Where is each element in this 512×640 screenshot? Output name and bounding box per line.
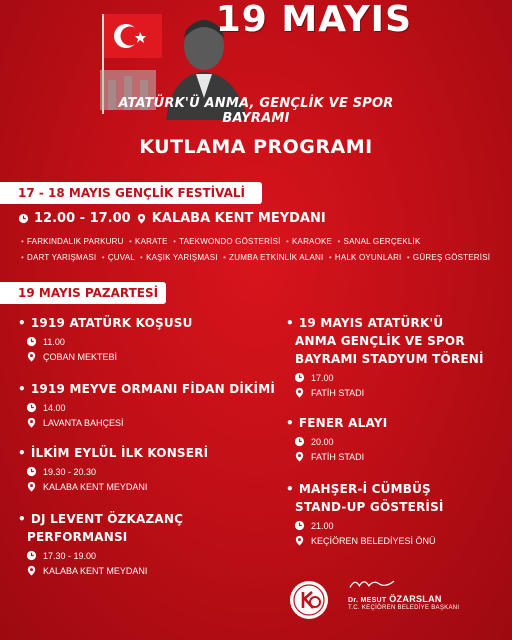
- clock-icon: [26, 336, 37, 347]
- clock-icon: [294, 372, 305, 383]
- location-pin-icon: [136, 213, 147, 224]
- event-title: 19 MAYIS ATATÜRK'Ü: [298, 316, 444, 330]
- clock-icon: [26, 466, 37, 477]
- clock-icon: [294, 520, 305, 531]
- mayor-name-prefix: Dr. MESUT: [348, 597, 387, 604]
- event-title: DJ LEVENT ÖZKAZANÇ: [30, 512, 184, 526]
- location-pin-icon: [26, 565, 37, 576]
- clock-icon: [294, 436, 305, 447]
- festival-time: 12.00 - 17.00: [34, 211, 131, 226]
- activity-item: ÇUVAL: [107, 253, 135, 262]
- activity-item: SANAL GERÇEKLİK: [343, 237, 421, 246]
- event-torch-parade: • FENER ALAYI 20.00 FATİH STADI: [286, 416, 388, 462]
- location-pin-icon: [26, 417, 37, 428]
- clock-icon: [26, 550, 37, 561]
- activity-list: • FARKINDALIK PARKURU • KARATE • TAEKWONDO GÖSTERİSİ • KARAOKE • SANAL GERÇEKLİK • DART YARIŞMASI • ÇUVAL • KAŞIK YARIŞMASI • ZUMBA ETKİNLİK ALANI • HALK OYUNLARI • GÜREŞ GÖSTERİSİ: [21, 237, 491, 262]
- location-pin-icon: [294, 387, 305, 398]
- event-title: İLKİM EYLÜL İLK KONSERİ: [30, 446, 209, 460]
- event-title: 1919 MEYVE ORMANI FİDAN DİKİMİ: [30, 382, 276, 396]
- program-heading: KUTLAMA PROGRAMI: [139, 136, 373, 158]
- event-ataturk-run: • 1919 ATATÜRK KOŞUSU 11.00 ÇOBAN MEKTEBİ: [18, 316, 193, 362]
- event-standup: • MAHŞER-İ CÜMBÜŞ STAND-UP GÖSTERİSİ 21.00 KEÇİÖREN BELEDİYESİ ÖNÜ: [286, 482, 444, 546]
- municipality-logo: [288, 578, 330, 624]
- event-place: KEÇİÖREN BELEDİYESİ ÖNÜ: [311, 535, 436, 546]
- event-fruit-forest: • 1919 MEYVE ORMANI FİDAN DİKİMİ 14.00 LAVANTA BAHÇESİ: [18, 382, 276, 428]
- event-place: FATİH STADI: [311, 387, 365, 398]
- event-place: LAVANTA BAHÇESİ: [43, 417, 124, 428]
- activity-item: HALK OYUNLARI: [334, 253, 402, 262]
- activity-item: DART YARIŞMASI: [27, 253, 97, 262]
- event-place: KALABA KENT MEYDANI: [43, 481, 148, 492]
- signature-mark-icon: [348, 578, 396, 589]
- mayor-role: T.C. KEÇİÖREN BELEDİYE BAŞKANI: [348, 605, 460, 611]
- location-pin-icon: [294, 451, 305, 462]
- mayor-name: ÖZARSLAN: [389, 594, 442, 604]
- event-time: 20.00: [311, 436, 334, 447]
- event-title-cont: ANMA GENÇLİK VE SPOR: [295, 334, 465, 348]
- event-dj: • DJ LEVENT ÖZKAZANÇ PERFORMANSI 17.30 - 19.00 KALABA KENT MEYDANI: [18, 512, 184, 576]
- event-time: 19.30 - 20.30: [43, 466, 97, 477]
- event-title: 1919 ATATÜRK KOŞUSU: [30, 316, 193, 330]
- festival-time-place: [18, 211, 326, 226]
- event-time: 17.30 - 19.00: [43, 550, 97, 561]
- mayor-signature: [348, 576, 498, 611]
- event-place: ÇOBAN MEKTEBİ: [43, 351, 118, 362]
- page-title: 19 MAYIS: [215, 0, 412, 40]
- event-time: 17.00: [311, 372, 334, 383]
- event-title-cont: PERFORMANSI: [27, 530, 128, 544]
- event-time: 21.00: [311, 520, 334, 531]
- location-pin-icon: [26, 481, 37, 492]
- event-concert: • İLKİM EYLÜL İLK KONSERİ 19.30 - 20.30 KALABA KENT MEYDANI: [18, 446, 209, 492]
- event-title: MAHŞER-İ CÜMBÜŞ: [298, 482, 431, 496]
- activity-item: ZUMBA ETKİNLİK ALANI: [229, 253, 324, 262]
- page-subtitle: ATATÜRK'Ü ANMA, GENÇLİK VE SPOR BAYRAMI: [118, 96, 394, 126]
- clock-icon: [26, 402, 37, 413]
- event-title-cont: BAYRAMI STADYUM TÖRENİ: [295, 352, 484, 366]
- activity-item: KAŞIK YARIŞMASI: [146, 253, 218, 262]
- activity-item: KARAOKE: [292, 237, 333, 246]
- event-time: 14.00: [43, 402, 66, 413]
- clock-icon: [18, 213, 29, 224]
- activity-item: FARKINDALIK PARKURU: [27, 237, 124, 246]
- festival-band: 17 - 18 MAYIS GENÇLİK FESTİVALİ: [0, 182, 262, 204]
- event-title-cont: STAND-UP GÖSTERİSİ: [295, 500, 444, 514]
- day-band: 19 MAYIS PAZARTESİ: [0, 282, 166, 304]
- event-time: 11.00: [43, 336, 65, 347]
- location-pin-icon: [294, 535, 305, 546]
- event-place: FATİH STADI: [311, 451, 365, 462]
- event-title: FENER ALAYI: [298, 416, 388, 430]
- activity-item: TAEKWONDO GÖSTERİSİ: [179, 237, 281, 246]
- activity-item: GÜREŞ GÖSTERİSİ: [412, 253, 491, 262]
- event-place: KALABA KENT MEYDANI: [43, 565, 148, 576]
- activity-item: KARATE: [135, 237, 168, 246]
- location-pin-icon: [26, 351, 37, 362]
- event-stadium-ceremony: • 19 MAYIS ATATÜRK'Ü ANMA GENÇLİK VE SPOR BAYRAMI STADYUM TÖRENİ 17.00 FATİH STADI: [286, 316, 484, 398]
- festival-place: KALABA KENT MEYDANI: [151, 211, 326, 226]
